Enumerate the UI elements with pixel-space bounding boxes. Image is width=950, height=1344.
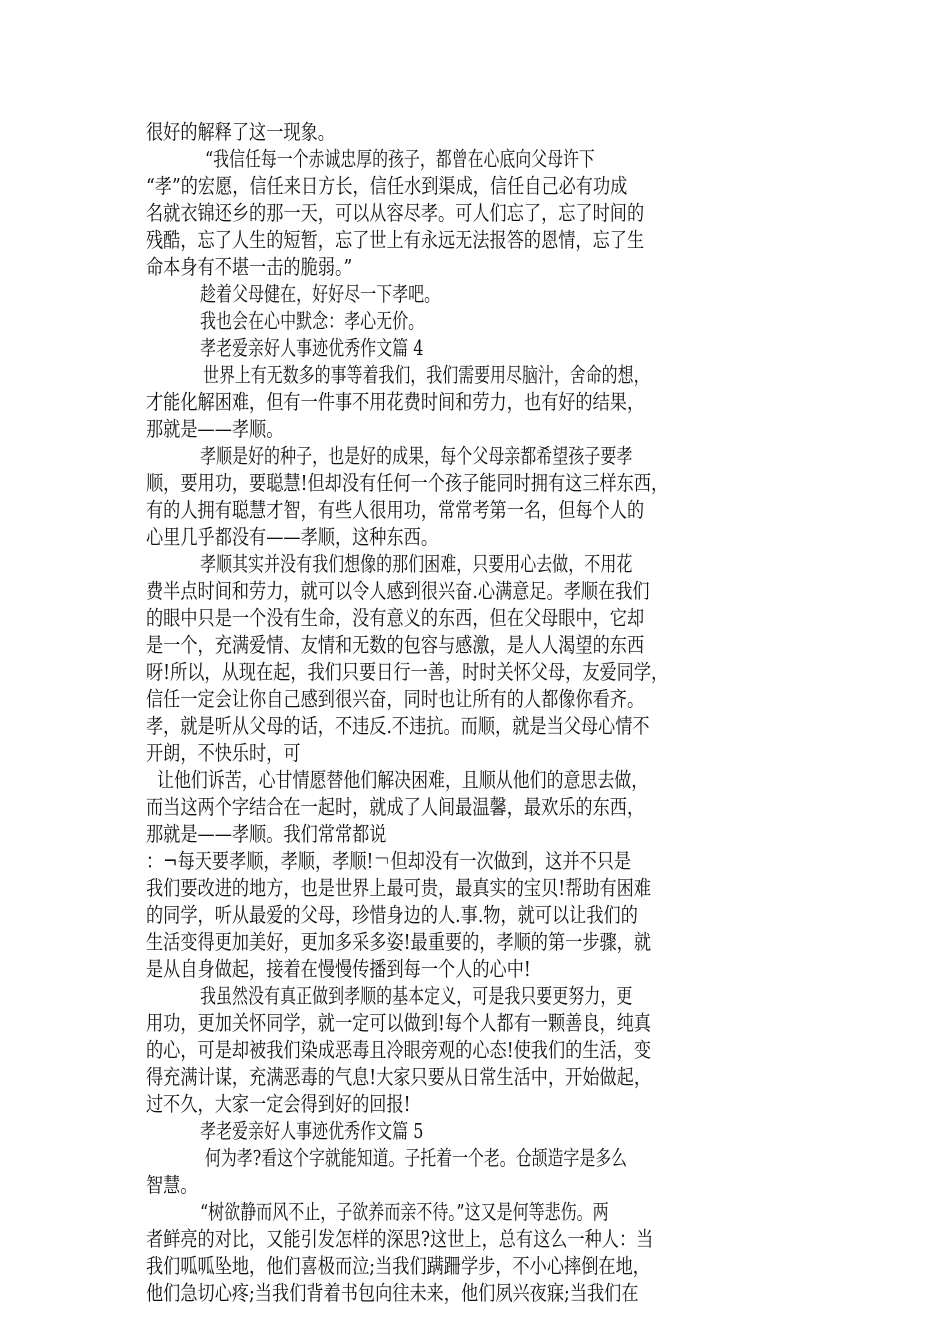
text-line: 是一个，充满爱情、友情和无数的包容与感激，是人人渴望的东西 — [146, 633, 645, 657]
text-line: 我们要改进的地方，也是世界上最可贵，最真实的宝贝!帮助有困难 — [146, 876, 652, 900]
text-line: 有的人拥有聪慧才智，有些人很用功，常常考第一名，但每个人的 — [146, 498, 645, 522]
text-line: 让他们诉苦，心甘情愿替他们解决困难，且顺从他们的意思去做， — [157, 768, 649, 792]
text-line: 我虽然没有真正做到孝顺的基本定义，可是我只要更努力，更 — [200, 984, 633, 1008]
text-line: 的心，可是却被我们染成恶毒且冷眼旁观的心态!使我们的生活，变 — [146, 1038, 652, 1062]
text-line: 的眼中只是一个没有生命，没有意义的东西，但在父母眼中，它却 — [146, 606, 645, 630]
text-line: 者鲜亮的对比，又能引发怎样的深思?这世上，总有这么一种人：当 — [146, 1227, 654, 1251]
text-line: 是从自身做起，接着在慢慢传播到每一个人的心中! — [146, 957, 531, 981]
text-line: “我信任每一个赤诚忠厚的孩子，都曾在心底向父母许下 — [205, 147, 595, 171]
document-body — [0, 119, 950, 1307]
text-line: 孝顺是好的种子，也是好的成果，每个父母亲都希望孩子要孝 — [200, 444, 633, 468]
text-line: 孝，就是听从父母的话，不违反.不违抗。而顺，就是当父母心情不 — [146, 714, 650, 738]
text-line: 智慧。 — [146, 1173, 198, 1197]
text-line: 开朗，不快乐时，可 — [146, 741, 301, 765]
text-line: 心里几乎都没有——孝顺，这种东西。 — [146, 525, 439, 549]
text-line: 顺，要用功，要聪慧!但却没有任何一个孩子能同时拥有这三样东西， — [146, 471, 669, 495]
text-line: 而当这两个字结合在一起时，就成了人间最温馨，最欢乐的东西， — [146, 795, 645, 819]
text-line: 命本身有不堪一击的脆弱。” — [146, 255, 353, 279]
text-line: “树欲静而风不止，子欲养而亲不待。”这又是何等悲伤。两 — [200, 1200, 609, 1224]
text-line: 才能化解困难，但有一件事不用花费时间和劳力，也有好的结果， — [146, 390, 645, 414]
text-line: 趁着父母健在，好好尽一下孝吧。 — [200, 282, 441, 306]
text-line: 名就衣锦还乡的那一天，可以从容尽孝。可人们忘了，忘了时间的 — [146, 201, 645, 225]
text-line: 过不久，大家一定会得到好的回报! — [146, 1092, 411, 1116]
text-line: 的同学，听从最爱的父母，珍惜身边的人.事.物，就可以让我们的 — [146, 903, 638, 927]
text-line: 生活变得更加美好，更加多采多姿!最重要的，孝顺的第一步骤，就 — [146, 930, 652, 954]
section-heading: 孝老爱亲好人事迹优秀作文篇 5 — [200, 1119, 424, 1143]
section-heading: 孝老爱亲好人事迹优秀作文篇 4 — [200, 336, 424, 360]
text-line: 何为孝?看这个字就能知道。子托着一个老。仓颉造字是多么 — [205, 1146, 628, 1170]
text-line: 他们急切心疼;当我们背着书包向往未来，他们夙兴夜寐;当我们在 — [146, 1281, 639, 1305]
text-line: 我们呱呱坠地，他们喜极而泣;当我们蹒跚学步，不小心摔倒在地， — [146, 1254, 650, 1278]
text-line: 得充满计谋，充满恶毒的气息!大家只要从日常生活中，开始做起， — [146, 1065, 652, 1089]
text-line: 孝顺其实并没有我们想像的那们困难，只要用心去做，不用花 — [200, 552, 633, 576]
text-line: 费半点时间和劳力，就可以令人感到很兴奋.心满意足。孝顺在我们 — [146, 579, 650, 603]
text-line: 世界上有无数多的事等着我们，我们需要用尽脑汁，舍命的想， — [203, 363, 650, 387]
text-line: 那就是——孝顺。 — [146, 417, 284, 441]
text-line: 呀!所以，从现在起，我们只要日行一善，时时关怀父母，友爱同学， — [146, 660, 669, 684]
text-line: 残酷，忘了人生的短暂，忘了世上有永远无法报答的恩情，忘了生 — [146, 228, 645, 252]
text-line: 我也会在心中默念：孝心无价。 — [200, 309, 425, 333]
text-line: 很好的解释了这一现象。 — [146, 120, 335, 144]
text-line: “孝”的宏愿，信任来日方长，信任水到渠成，信任自己必有功成 — [146, 174, 628, 198]
text-line: 用功，更加关怀同学，就一定可以做到!每个人都有一颗善良，纯真 — [146, 1011, 652, 1035]
text-line: 信任一定会让你自己感到很兴奋，同时也让所有的人都像你看齐。 — [146, 687, 645, 711]
text-line: ：¬每天要孝顺，孝顺，孝顺!￢但却没有一次做到，这并不只是 — [146, 849, 632, 873]
text-line: 那就是——孝顺。我们常常都说 — [146, 822, 387, 846]
